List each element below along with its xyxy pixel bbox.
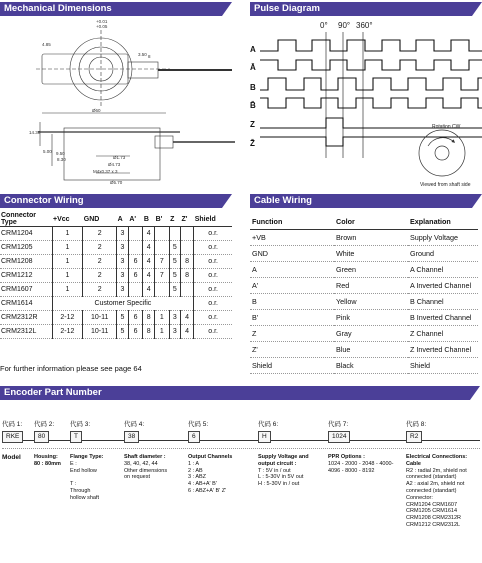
cell: Gray	[334, 326, 408, 342]
col-title: Shaft diameter :	[124, 454, 166, 460]
cell: A Channel	[408, 262, 478, 278]
encoder-col-5	[188, 418, 254, 495]
table-row	[250, 342, 478, 358]
cell: Customer Specific	[52, 297, 194, 311]
svg-text:Ø1.73: Ø1.73	[113, 155, 126, 160]
cell: 6	[128, 325, 143, 339]
cell: o.r.	[194, 325, 232, 339]
cell: CRM1607	[0, 283, 52, 297]
col-explanation: Explanation	[408, 214, 478, 230]
col-b-inv: B'	[155, 212, 170, 227]
svg-text:+0.01: +0.01	[96, 19, 108, 24]
cell: 4	[181, 311, 194, 325]
table-row	[250, 294, 478, 310]
cell: Blue	[334, 342, 408, 358]
svg-text:3.50: 3.50	[138, 52, 147, 57]
cell: Shield	[250, 358, 334, 374]
col-body: 1024 - 2000 - 2048 - 4000- 4096 - 8000 - 8192	[328, 460, 394, 474]
encoder-col-2	[34, 418, 68, 468]
encoder-part-number	[2, 418, 480, 558]
signal-z: Z	[250, 120, 255, 129]
code-box: R2	[406, 431, 422, 443]
cell: 2	[83, 283, 117, 297]
encoder-header: Encoder Part Number	[0, 386, 470, 400]
angle-0: 0°	[320, 21, 328, 30]
cell: 3	[117, 283, 129, 297]
cell: 8	[181, 269, 194, 283]
col-title: Model	[2, 454, 21, 461]
cell: 2-12	[52, 325, 83, 339]
cell	[155, 283, 170, 297]
col-title: Housing:	[34, 454, 58, 460]
cell: 5	[117, 311, 129, 325]
cell: 2-12	[52, 311, 83, 325]
mechanical-header: Mechanical Dimensions	[0, 2, 222, 16]
encoder-col-3	[70, 418, 122, 502]
cell: Ground	[408, 246, 478, 262]
table-row	[250, 358, 478, 374]
table-row	[0, 283, 232, 297]
table-row	[250, 246, 478, 262]
col-gnd: GND	[83, 212, 117, 227]
cell: Z Channel	[408, 326, 478, 342]
cell: Shield	[408, 358, 478, 374]
cell: 3	[117, 241, 129, 255]
cell: White	[334, 246, 408, 262]
cell: A Inverted Channel	[408, 278, 478, 294]
code-label: 代码 2:	[34, 421, 55, 428]
svg-text:14.30: 14.30	[29, 130, 41, 135]
angle-90: 90°	[338, 21, 351, 30]
cell: o.r.	[194, 311, 232, 325]
cell: 2	[83, 255, 117, 269]
col-title: Supply Voltage and output circuit :	[258, 454, 309, 467]
code-label: 代码 1:	[2, 421, 23, 428]
cell: Pink	[334, 310, 408, 326]
code-box: T	[70, 431, 82, 443]
svg-text:4.85: 4.85	[42, 42, 51, 47]
table-row	[250, 326, 478, 342]
cell: 5	[169, 269, 180, 283]
cell: Red	[334, 278, 408, 294]
code-label: 代码 5:	[188, 421, 209, 428]
cell: o.r.	[194, 283, 232, 297]
cell: 8	[143, 325, 155, 339]
svg-text:9.50: 9.50	[56, 151, 65, 156]
angle-360: 360°	[356, 21, 373, 30]
signal-a-bar: Ā	[250, 63, 256, 72]
col-body: 1 : A 2 : AB 3 : ABZ 4 : AB+A' B' 6 : ABZ+A' B' Z'	[188, 460, 227, 494]
col-b: B	[143, 212, 155, 227]
cell: 4	[181, 325, 194, 339]
svg-text:Ø5.70: Ø5.70	[110, 180, 123, 185]
cell: A	[250, 262, 334, 278]
pulse-header: Pulse Diagram	[250, 2, 472, 16]
col-body: R2 : radial 2m, shield not connected (standart) A2 : axial 2m, shield not connected (standart) Connector: CRM1204 CRM1607 CRM1205 CRM1614 CRM1208 CRM2312R CRM1212 CRM2312L	[406, 467, 467, 528]
col-title: Electrical Connections: Cable	[406, 454, 468, 467]
cell	[181, 283, 194, 297]
col-a-inv: A'	[128, 212, 143, 227]
code-label: 代码 3:	[70, 421, 91, 428]
col-title: Output Channels	[188, 454, 233, 460]
cell: +VB	[250, 230, 334, 246]
code-label: 代码 6:	[258, 421, 279, 428]
cell: 1	[52, 241, 83, 255]
col-body: 80 : 80mm	[34, 460, 61, 467]
cell: B'	[250, 310, 334, 326]
cell: 4	[143, 227, 155, 241]
code-box: 38	[124, 431, 139, 443]
cell: 6	[128, 311, 143, 325]
cell: CRM2312R	[0, 311, 52, 325]
col-connector-type: Connector Type	[0, 212, 52, 227]
svg-text:8.30: 8.30	[57, 157, 66, 162]
cell: 4	[143, 269, 155, 283]
cell: 2	[83, 241, 117, 255]
encoder-col-1	[2, 418, 32, 461]
svg-text:+0.05: +0.05	[96, 24, 108, 29]
col-z-inv: Z'	[181, 212, 194, 227]
signal-z-bar: Z̄	[250, 139, 255, 148]
cell: 10-11	[83, 311, 117, 325]
cell: CRM1614	[0, 297, 52, 311]
cell	[155, 227, 170, 241]
cell: o.r.	[194, 255, 232, 269]
code-label: 代码 8:	[406, 421, 427, 428]
mechanical-drawing	[0, 16, 235, 191]
col-title: PPR Options :	[328, 454, 365, 460]
col-z: Z	[169, 212, 180, 227]
cell: 5	[117, 325, 129, 339]
col-shield: Shield	[194, 212, 232, 227]
cell: o.r.	[194, 227, 232, 241]
pulse-diagram	[248, 18, 482, 192]
cell: CRM1212	[0, 269, 52, 283]
cell	[128, 227, 143, 241]
table-row	[0, 325, 232, 339]
signal-a: A	[250, 45, 256, 54]
table-row	[250, 262, 478, 278]
connector-footnote: For further information please see page 64	[0, 364, 142, 373]
cell: GND	[250, 246, 334, 262]
cell: 1	[155, 311, 170, 325]
cell	[128, 241, 143, 255]
cell: Yellow	[334, 294, 408, 310]
col-color: Color	[334, 214, 408, 230]
cell: 4	[143, 255, 155, 269]
svg-text:5.00: 5.00	[43, 149, 52, 154]
cable-header: Cable Wiring	[250, 194, 472, 208]
table-row	[0, 227, 232, 241]
col-body: 38, 40, 42, 44 Other dimensions on request	[124, 460, 168, 481]
cell: 7	[155, 255, 170, 269]
cell	[181, 227, 194, 241]
code-label: 代码 7:	[328, 421, 349, 428]
cell: 7	[155, 269, 170, 283]
cell: B Inverted Channel	[408, 310, 478, 326]
col-vcc: +Vcc	[52, 212, 83, 227]
cell: A'	[250, 278, 334, 294]
cell	[128, 283, 143, 297]
code-box: RKE	[2, 431, 23, 443]
cell	[169, 227, 180, 241]
cell: 10-11	[83, 325, 117, 339]
cell: 2	[83, 269, 117, 283]
cell: Black	[334, 358, 408, 374]
svg-text:Ø60: Ø60	[92, 108, 101, 113]
cell: 1	[52, 227, 83, 241]
cell: 6	[128, 255, 143, 269]
cell	[155, 241, 170, 255]
cell: Brown	[334, 230, 408, 246]
table-row	[0, 297, 232, 311]
code-label: 代码 4:	[124, 421, 145, 428]
svg-text:Ø4.73: Ø4.73	[108, 162, 121, 167]
col-title: Flange Type:	[70, 454, 104, 460]
cell: B	[250, 294, 334, 310]
cell: 4	[143, 241, 155, 255]
table-row	[0, 255, 232, 269]
cell: 3	[169, 311, 180, 325]
connector-table	[0, 212, 232, 339]
connector-header: Connector Wiring	[0, 194, 222, 208]
cell: o.r.	[194, 297, 232, 311]
cell: 3	[169, 325, 180, 339]
cell: Z	[250, 326, 334, 342]
encoder-col-8	[406, 418, 480, 529]
cell: CRM1205	[0, 241, 52, 255]
cell: 5	[169, 255, 180, 269]
cell: 8	[143, 311, 155, 325]
cell: Z'	[250, 342, 334, 358]
table-row	[0, 241, 232, 255]
cell: 2	[83, 227, 117, 241]
cell: 8	[181, 255, 194, 269]
table-row	[0, 269, 232, 283]
cell: 3	[117, 255, 129, 269]
cell: Green	[334, 262, 408, 278]
cell: 3	[117, 269, 129, 283]
code-box: 80	[34, 431, 49, 443]
cell: 4	[143, 283, 155, 297]
cell: 1	[52, 269, 83, 283]
table-row	[0, 311, 232, 325]
code-box: H	[258, 431, 271, 443]
encoder-col-6	[258, 418, 324, 488]
col-function: Function	[250, 214, 334, 230]
code-box: 1024	[328, 431, 350, 443]
col-a: A	[117, 212, 129, 227]
cell: 5	[169, 241, 180, 255]
cell: 3	[117, 227, 129, 241]
svg-text:8: 8	[148, 54, 151, 59]
code-box: 6	[188, 431, 200, 443]
cell: CRM1208	[0, 255, 52, 269]
rotation-label: Rotation CW	[432, 124, 461, 130]
cable-table	[250, 214, 478, 374]
signal-b-bar: B̄	[250, 101, 256, 110]
table-row	[250, 278, 478, 294]
cell: CRM1204	[0, 227, 52, 241]
svg-text:M4x0.37 x 3: M4x0.37 x 3	[93, 169, 118, 174]
cell: Z Inverted Channel	[408, 342, 478, 358]
col-body: E : End hollow T : Through hollow shaft	[70, 460, 100, 501]
encoder-col-7	[328, 418, 402, 474]
cell	[181, 241, 194, 255]
table-row	[250, 310, 478, 326]
viewed-label: Viewed from shaft side	[420, 182, 471, 188]
cell: 6	[128, 269, 143, 283]
cell: CRM2312L	[0, 325, 52, 339]
cell: 1	[52, 255, 83, 269]
cell: 1	[52, 283, 83, 297]
cell: Supply Voltage	[408, 230, 478, 246]
col-body: T : 5V in / out L : 5-30V in 5V out H : 5-30V in / out	[258, 467, 304, 488]
signal-b: B	[250, 83, 256, 92]
table-row	[250, 230, 478, 246]
cell: 5	[169, 283, 180, 297]
cell: o.r.	[194, 269, 232, 283]
encoder-col-4	[124, 418, 184, 481]
cell: 1	[155, 325, 170, 339]
cell: o.r.	[194, 241, 232, 255]
cell: B Channel	[408, 294, 478, 310]
